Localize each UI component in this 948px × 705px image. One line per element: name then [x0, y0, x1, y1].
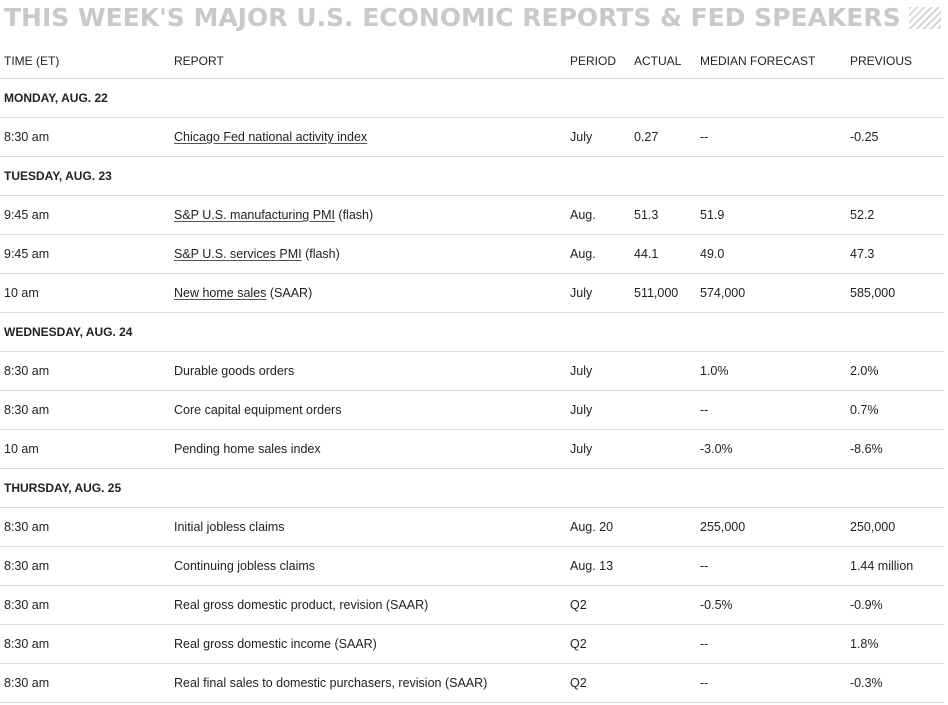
- median-forecast-cell: --: [696, 547, 846, 586]
- period-cell: Aug.: [566, 235, 630, 274]
- day-label: TUESDAY, AUG. 23: [0, 157, 944, 196]
- actual-cell: [630, 391, 696, 430]
- table-row: [0, 352, 944, 391]
- previous-cell: -0.25: [846, 118, 944, 157]
- actual-cell: [630, 586, 696, 625]
- median-forecast-cell: --: [696, 391, 846, 430]
- report-cell: [170, 352, 566, 391]
- time-cell: 9:45 am: [0, 235, 170, 274]
- actual-cell: [630, 547, 696, 586]
- previous-cell: 585,000: [846, 274, 944, 313]
- day-header-row: [0, 469, 944, 508]
- report-cell: [170, 625, 566, 664]
- table-row: [0, 430, 944, 469]
- report-cell: [170, 508, 566, 547]
- period-cell: Aug.: [566, 196, 630, 235]
- day-header-row: [0, 157, 944, 196]
- period-cell: Aug. 13: [566, 547, 630, 586]
- time-cell: 8:30 am: [0, 508, 170, 547]
- day-header-row: [0, 79, 944, 118]
- report-name: Real gross domestic product, revision (SAAR): [174, 598, 429, 612]
- report-cell: [170, 391, 566, 430]
- time-cell: 8:30 am: [0, 664, 170, 703]
- actual-cell: [630, 352, 696, 391]
- table-header-row: [0, 44, 944, 79]
- actual-cell: 0.27: [630, 118, 696, 157]
- time-cell: 10 am: [0, 430, 170, 469]
- report-name: Continuing jobless claims: [174, 559, 316, 573]
- report-cell: [170, 547, 566, 586]
- table-row: [0, 586, 944, 625]
- time-cell: 9:45 am: [0, 196, 170, 235]
- report-name: Initial jobless claims: [174, 520, 285, 534]
- median-forecast-cell: -0.5%: [696, 586, 846, 625]
- actual-cell: [630, 430, 696, 469]
- median-forecast-cell: 51.9: [696, 196, 846, 235]
- report-link[interactable]: Chicago Fed national activity index: [174, 130, 368, 144]
- period-cell: Q2: [566, 586, 630, 625]
- period-cell: Q2: [566, 625, 630, 664]
- report-cell: [170, 235, 566, 274]
- table-row: [0, 118, 944, 157]
- previous-cell: 47.3: [846, 235, 944, 274]
- header-report: REPORT: [170, 44, 566, 79]
- table-row: [0, 235, 944, 274]
- report-qualifier: (SAAR): [266, 286, 313, 300]
- period-cell: July: [566, 274, 630, 313]
- time-cell: 8:30 am: [0, 352, 170, 391]
- report-link[interactable]: S&P U.S. services PMI: [174, 247, 302, 261]
- previous-cell: 0.7%: [846, 391, 944, 430]
- header-previous: PREVIOUS: [846, 44, 944, 79]
- report-link[interactable]: S&P U.S. manufacturing PMI: [174, 208, 335, 222]
- previous-cell: 2.0%: [846, 352, 944, 391]
- report-cell: [170, 430, 566, 469]
- report-name: Pending home sales index: [174, 442, 321, 456]
- report-name: Real final sales to domestic purchasers, revision (SAAR): [174, 676, 488, 690]
- time-cell: 8:30 am: [0, 391, 170, 430]
- time-cell: 8:30 am: [0, 547, 170, 586]
- median-forecast-cell: 255,000: [696, 508, 846, 547]
- report-cell: [170, 586, 566, 625]
- day-label: WEDNESDAY, AUG. 24: [0, 313, 944, 352]
- report-link[interactable]: New home sales: [174, 286, 267, 300]
- table-row: [0, 508, 944, 547]
- header-period: PERIOD: [566, 44, 630, 79]
- time-cell: 8:30 am: [0, 625, 170, 664]
- report-qualifier: (flash): [334, 208, 374, 222]
- day-label: THURSDAY, AUG. 25: [0, 469, 944, 508]
- period-cell: July: [566, 118, 630, 157]
- header-time: TIME (ET): [0, 44, 170, 79]
- table-row: [0, 625, 944, 664]
- report-name: Real gross domestic income (SAAR): [174, 637, 377, 651]
- time-cell: 8:30 am: [0, 118, 170, 157]
- table-row: [0, 196, 944, 235]
- table-row: [0, 391, 944, 430]
- actual-cell: [630, 508, 696, 547]
- reports-table: [0, 44, 944, 703]
- time-cell: 8:30 am: [0, 586, 170, 625]
- previous-cell: -0.3%: [846, 664, 944, 703]
- report-cell: [170, 118, 566, 157]
- header-actual: ACTUAL: [630, 44, 696, 79]
- previous-cell: 52.2: [846, 196, 944, 235]
- median-forecast-cell: --: [696, 664, 846, 703]
- time-cell: 10 am: [0, 274, 170, 313]
- day-label: MONDAY, AUG. 22: [0, 79, 944, 118]
- table-row: [0, 274, 944, 313]
- actual-cell: 511,000: [630, 274, 696, 313]
- median-forecast-cell: --: [696, 625, 846, 664]
- period-cell: July: [566, 352, 630, 391]
- previous-cell: 1.8%: [846, 625, 944, 664]
- report-cell: [170, 664, 566, 703]
- page-title: THIS WEEK'S MAJOR U.S. ECONOMIC REPORTS & FED SPEAKERS: [4, 3, 901, 32]
- report-name: Durable goods orders: [174, 364, 295, 378]
- median-forecast-cell: 49.0: [696, 235, 846, 274]
- previous-cell: 250,000: [846, 508, 944, 547]
- previous-cell: 1.44 million: [846, 547, 944, 586]
- actual-cell: 44.1: [630, 235, 696, 274]
- table-row: [0, 664, 944, 703]
- report-cell: [170, 274, 566, 313]
- actual-cell: [630, 625, 696, 664]
- report-qualifier: (flash): [301, 247, 340, 261]
- header-median-forecast: MEDIAN FORECAST: [696, 44, 846, 79]
- title-row: [4, 0, 944, 36]
- hatch-decoration-icon: [909, 7, 941, 29]
- report-name: Core capital equipment orders: [174, 403, 342, 417]
- median-forecast-cell: --: [696, 118, 846, 157]
- period-cell: Aug. 20: [566, 508, 630, 547]
- period-cell: July: [566, 430, 630, 469]
- actual-cell: [630, 664, 696, 703]
- report-cell: [170, 196, 566, 235]
- previous-cell: -8.6%: [846, 430, 944, 469]
- median-forecast-cell: 1.0%: [696, 352, 846, 391]
- actual-cell: 51.3: [630, 196, 696, 235]
- table-body: [0, 79, 944, 703]
- day-header-row: [0, 313, 944, 352]
- period-cell: July: [566, 391, 630, 430]
- period-cell: Q2: [566, 664, 630, 703]
- table-row: [0, 547, 944, 586]
- median-forecast-cell: -3.0%: [696, 430, 846, 469]
- previous-cell: -0.9%: [846, 586, 944, 625]
- median-forecast-cell: 574,000: [696, 274, 846, 313]
